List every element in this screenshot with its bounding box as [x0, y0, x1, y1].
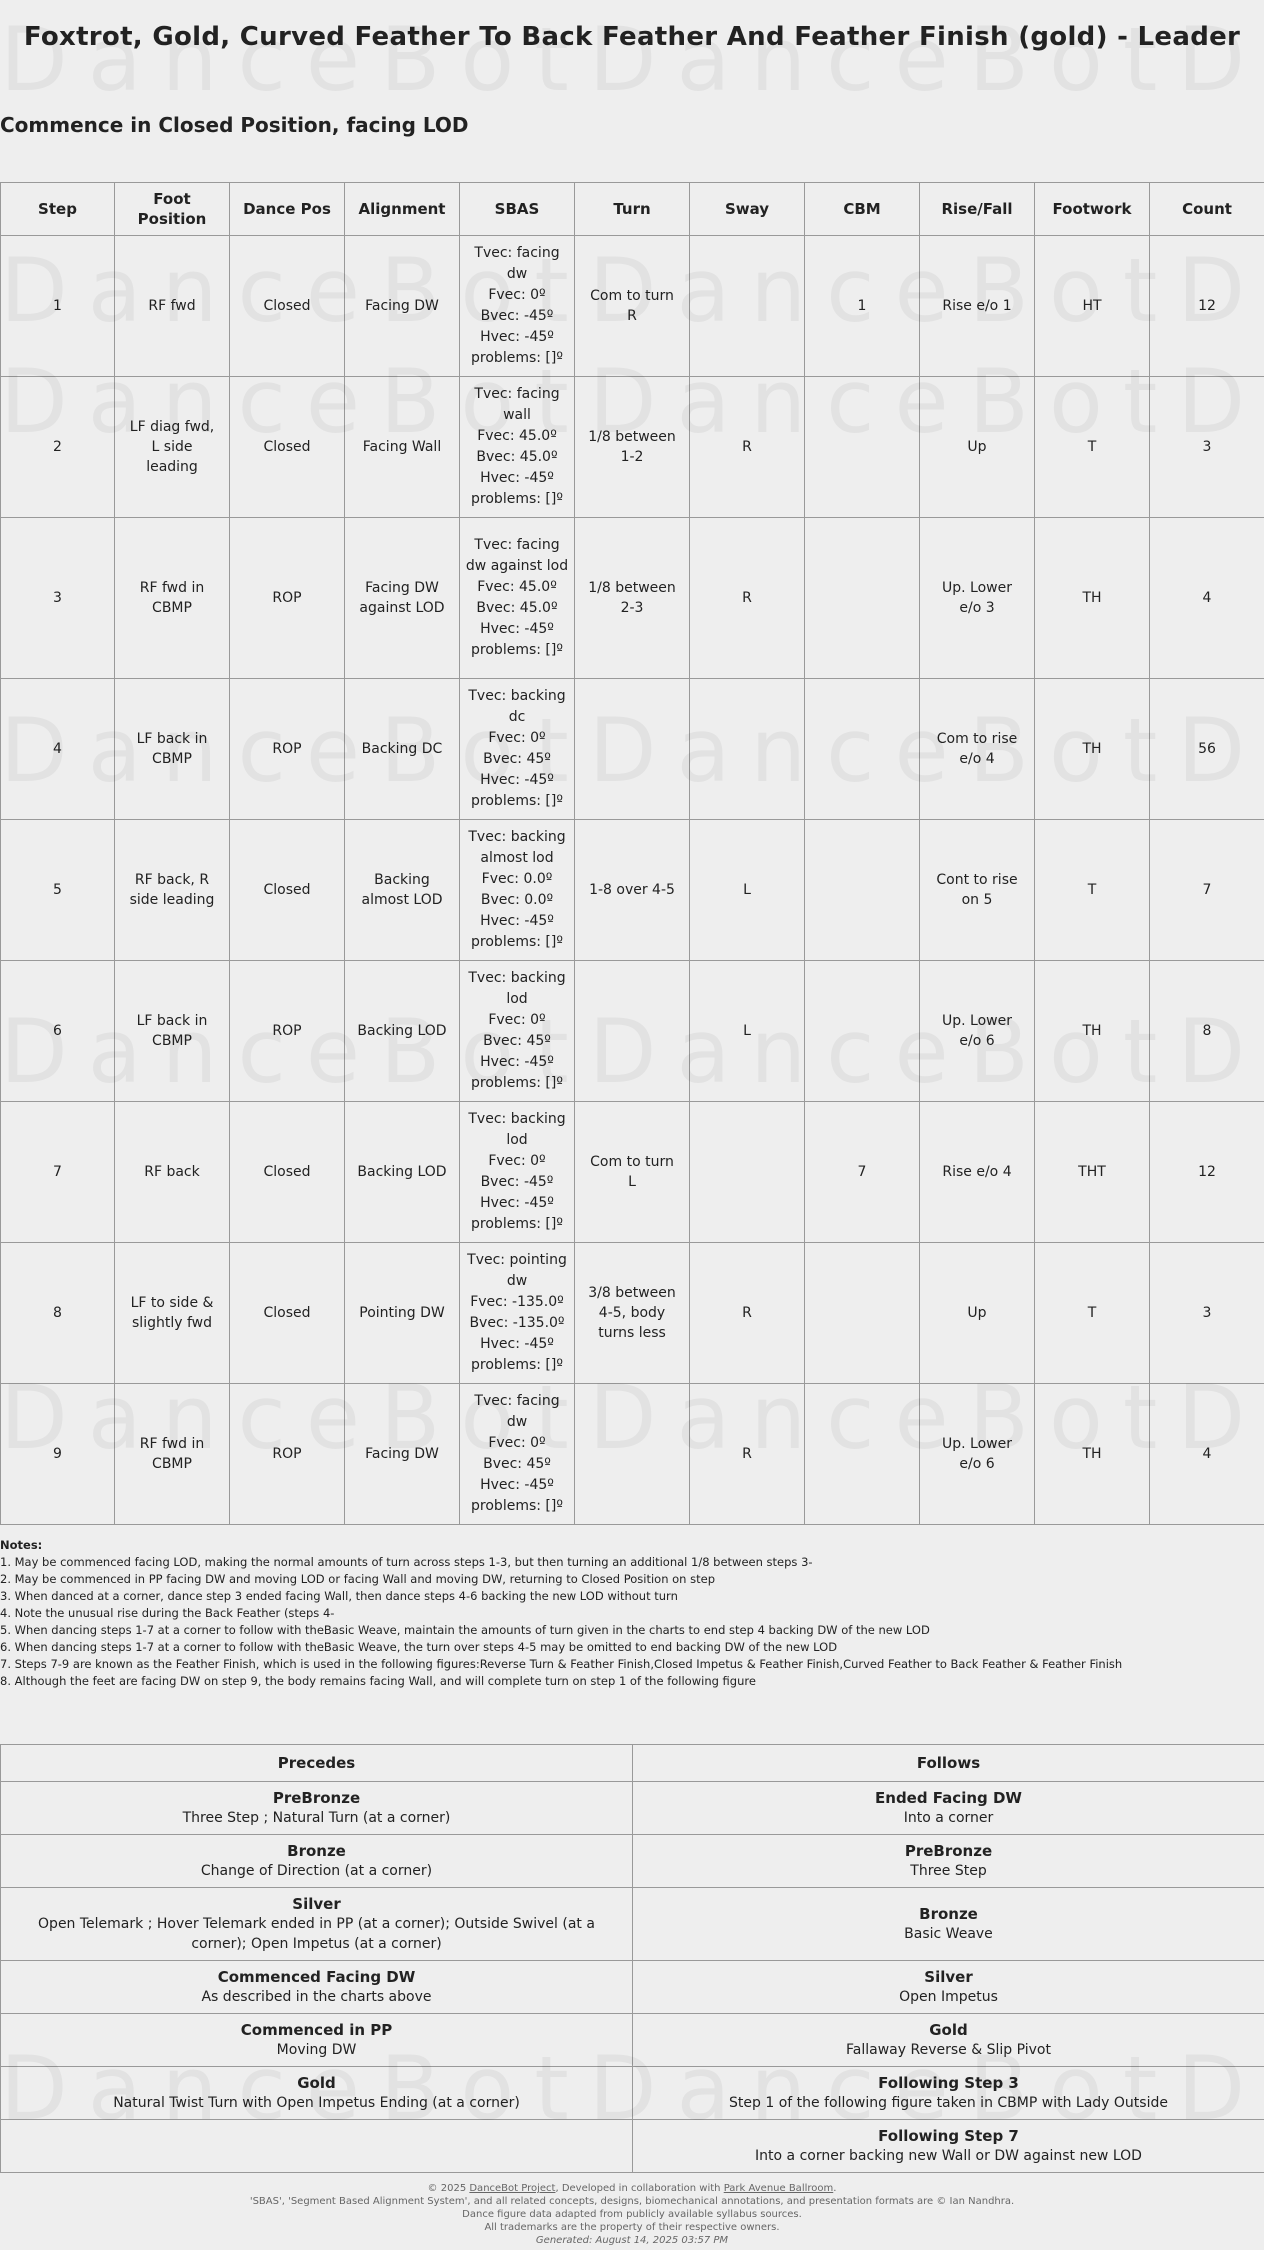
- cell-rise-fall: Rise e/o 4: [920, 1102, 1035, 1243]
- sbas-tvec: Tvec: backing lod: [468, 970, 566, 1007]
- cell-turn: [575, 1384, 690, 1525]
- precedes-figures: Moving DW: [276, 2042, 357, 2058]
- sbas-problems: problems: []º: [471, 1498, 563, 1514]
- precedes-cell: [1, 2120, 633, 2173]
- cell-sbas: [460, 820, 575, 961]
- cell-foot-position: RF fwd in CBMP: [115, 1384, 230, 1525]
- cell-footwork: TH: [1035, 518, 1150, 679]
- cell-dance-pos: ROP: [230, 518, 345, 679]
- col-header-count: Count: [1150, 183, 1264, 236]
- footer-source-notice: Dance figure data adapted from publicly available syllabus sources.: [462, 2209, 802, 2220]
- cell-step: 3: [1, 518, 115, 679]
- precedes-level: Gold: [297, 2074, 336, 2092]
- cell-sbas: [460, 961, 575, 1102]
- col-header-foot-position: Foot Position: [115, 183, 230, 236]
- sbas-hvec: Hvec: -45º: [480, 470, 554, 486]
- sbas-hvec: Hvec: -45º: [480, 329, 554, 345]
- sbas-fvec: Fvec: 0º: [488, 730, 546, 746]
- note-item: 2. May be commenced in PP facing DW and moving LOD or facing Wall and moving DW, returning to Closed Position on step: [0, 1572, 715, 1586]
- cell-sway: L: [690, 820, 805, 961]
- table-row: [1, 518, 1264, 679]
- follows-cell: [633, 1888, 1264, 1961]
- follows-cell: [633, 1961, 1264, 2014]
- cell-rise-fall: Rise e/o 1: [920, 236, 1035, 377]
- precedes-follows-table: [0, 1744, 1264, 2173]
- sbas-hvec: Hvec: -45º: [480, 1477, 554, 1493]
- cell-step: 5: [1, 820, 115, 961]
- precedes-cell: [1, 1782, 633, 1835]
- sbas-bvec: Bvec: -45º: [480, 308, 554, 324]
- cell-dance-pos: Closed: [230, 1102, 345, 1243]
- sbas-bvec: Bvec: 0.0º: [480, 892, 554, 908]
- sbas-bvec: Bvec: 45º: [483, 751, 551, 767]
- sbas-bvec: Bvec: 45.0º: [476, 600, 558, 616]
- steps-header-row: [1, 183, 1264, 236]
- follows-level: Gold: [929, 2021, 968, 2039]
- precedes-cell: [1, 1961, 633, 2014]
- sbas-hvec: Hvec: -45º: [480, 1336, 554, 1352]
- follows-level: Following Step 7: [878, 2127, 1019, 2145]
- cell-rise-fall: Up. Lower e/o 6: [920, 961, 1035, 1102]
- cell-sway: R: [690, 377, 805, 518]
- sbas-tvec: Tvec: facing dw: [474, 1393, 560, 1430]
- cell-count: 56: [1150, 679, 1264, 820]
- table-row: [1, 377, 1264, 518]
- follows-cell: [633, 1782, 1264, 1835]
- cell-cbm: 7: [805, 1102, 920, 1243]
- cell-sway: [690, 1102, 805, 1243]
- precedes-cell: [1, 2067, 633, 2120]
- follows-cell: [633, 2120, 1264, 2173]
- sbas-problems: problems: []º: [471, 1357, 563, 1373]
- table-row: [1, 1888, 1264, 1961]
- cell-sway: [690, 236, 805, 377]
- cell-turn: 3/8 between 4-5, body turns less: [575, 1243, 690, 1384]
- cell-turn: 1/8 between 2-3: [575, 518, 690, 679]
- follows-header: Follows: [633, 1745, 1264, 1782]
- sbas-problems: problems: []º: [471, 1216, 563, 1232]
- table-row: [1, 1782, 1264, 1835]
- cell-count: 3: [1150, 377, 1264, 518]
- cell-footwork: T: [1035, 377, 1150, 518]
- precedes-level: Silver: [292, 1895, 341, 1913]
- sbas-tvec: Tvec: backing almost lod: [468, 829, 566, 866]
- cell-rise-fall: Up: [920, 1243, 1035, 1384]
- sbas-problems: problems: []º: [471, 642, 563, 658]
- col-header-footwork: Footwork: [1035, 183, 1150, 236]
- dancebot-project-link[interactable]: DanceBot Project: [469, 2183, 556, 2194]
- sbas-tvec: Tvec: pointing dw: [467, 1252, 567, 1289]
- cell-alignment: Backing almost LOD: [345, 820, 460, 961]
- follows-figures: Step 1 of the following figure taken in CBMP with Lady Outside: [729, 2095, 1168, 2111]
- sbas-problems: problems: []º: [471, 793, 563, 809]
- note-item: 6. When dancing steps 1-7 at a corner to follow with theBasic Weave, the turn over steps 4-5 may be omitted to end backing DW of the new LOD: [0, 1640, 838, 1654]
- cell-sbas: [460, 236, 575, 377]
- sbas-fvec: Fvec: 0.0º: [481, 871, 553, 887]
- cell-alignment: Backing LOD: [345, 961, 460, 1102]
- sbas-hvec: Hvec: -45º: [480, 621, 554, 637]
- col-header-sway: Sway: [690, 183, 805, 236]
- cell-sway: R: [690, 1243, 805, 1384]
- sbas-bvec: Bvec: 45.0º: [476, 449, 558, 465]
- precedes-cell: [1, 2014, 633, 2067]
- col-header-alignment: Alignment: [345, 183, 460, 236]
- cell-dance-pos: ROP: [230, 679, 345, 820]
- cell-foot-position: RF back: [115, 1102, 230, 1243]
- cell-rise-fall: Cont to rise on 5: [920, 820, 1035, 961]
- cell-alignment: Facing DW: [345, 236, 460, 377]
- table-row: [1, 2067, 1264, 2120]
- copyright-prefix: © 2025: [427, 2183, 470, 2194]
- table-row: [1, 1102, 1264, 1243]
- cell-cbm: 1: [805, 236, 920, 377]
- precedes-level: PreBronze: [272, 1789, 361, 1807]
- cell-alignment: Backing LOD: [345, 1102, 460, 1243]
- cell-rise-fall: Up. Lower e/o 6: [920, 1384, 1035, 1525]
- sbas-tvec: Tvec: facing dw: [474, 245, 560, 282]
- footer-generated: Generated: August 14, 2025 03:57 PM: [535, 2235, 729, 2246]
- commence-heading: Commence in Closed Position, facing LOD: [0, 113, 469, 137]
- cell-footwork: TH: [1035, 1384, 1150, 1525]
- follows-level: PreBronze: [904, 1842, 993, 1860]
- cell-dance-pos: Closed: [230, 236, 345, 377]
- cell-foot-position: LF diag fwd, L side leading: [115, 377, 230, 518]
- cell-foot-position: LF to side & slightly fwd: [115, 1243, 230, 1384]
- table-row: [1, 2120, 1264, 2173]
- cell-dance-pos: Closed: [230, 1243, 345, 1384]
- cell-cbm: [805, 377, 920, 518]
- cell-footwork: HT: [1035, 236, 1150, 377]
- col-header-rise-fall: Rise/Fall: [920, 183, 1035, 236]
- sbas-problems: problems: []º: [471, 350, 563, 366]
- cell-sbas: [460, 518, 575, 679]
- cell-turn: Com to turn R: [575, 236, 690, 377]
- sbas-fvec: Fvec: 45.0º: [477, 428, 557, 444]
- cell-dance-pos: ROP: [230, 961, 345, 1102]
- precedes-level: Commenced Facing DW: [217, 1968, 416, 1986]
- table-row: [1, 236, 1264, 377]
- follows-figures: Open Impetus: [899, 1989, 998, 2005]
- cell-alignment: Facing DW against LOD: [345, 518, 460, 679]
- follows-figures: Fallaway Reverse & Slip Pivot: [846, 2042, 1051, 2058]
- cell-dance-pos: Closed: [230, 820, 345, 961]
- table-row: [1, 1961, 1264, 2014]
- table-row: [1, 679, 1264, 820]
- table-row: [1, 2014, 1264, 2067]
- cell-footwork: T: [1035, 1243, 1150, 1384]
- precedes-level: Bronze: [287, 1842, 346, 1860]
- col-header-step: Step: [1, 183, 115, 236]
- follows-figures: Into a corner: [903, 1810, 994, 1826]
- cell-foot-position: RF fwd in CBMP: [115, 518, 230, 679]
- sbas-fvec: Fvec: 0º: [488, 1435, 546, 1451]
- cell-step: 4: [1, 679, 115, 820]
- table-row: [1, 1384, 1264, 1525]
- cell-sbas: [460, 1243, 575, 1384]
- sbas-problems: problems: []º: [471, 934, 563, 950]
- pf-header-row: [1, 1745, 1264, 1782]
- sbas-hvec: Hvec: -45º: [480, 772, 554, 788]
- note-item: 8. Although the feet are facing DW on step 9, the body remains facing Wall, and will complete turn on step 1 of the following figure: [0, 1674, 756, 1688]
- notes-title: Notes:: [0, 1538, 43, 1552]
- cell-footwork: THT: [1035, 1102, 1150, 1243]
- sbas-fvec: Fvec: -135.0º: [470, 1294, 564, 1310]
- cell-sway: R: [690, 1384, 805, 1525]
- cell-foot-position: LF back in CBMP: [115, 679, 230, 820]
- precedes-figures: Natural Twist Turn with Open Impetus Ending (at a corner): [113, 2095, 520, 2111]
- cell-cbm: [805, 820, 920, 961]
- cell-count: 4: [1150, 1384, 1264, 1525]
- table-row: [1, 961, 1264, 1102]
- sbas-hvec: Hvec: -45º: [480, 913, 554, 929]
- cell-foot-position: LF back in CBMP: [115, 961, 230, 1102]
- cell-sbas: [460, 1384, 575, 1525]
- cell-dance-pos: ROP: [230, 1384, 345, 1525]
- sbas-hvec: Hvec: -45º: [480, 1195, 554, 1211]
- collab-end: .: [833, 2183, 837, 2194]
- cell-count: 8: [1150, 961, 1264, 1102]
- cell-step: 1: [1, 236, 115, 377]
- follows-figures: Into a corner backing new Wall or DW against new LOD: [755, 2148, 1142, 2164]
- cell-alignment: Facing Wall: [345, 377, 460, 518]
- cell-count: 12: [1150, 1102, 1264, 1243]
- cell-turn: 1/8 between 1-2: [575, 377, 690, 518]
- col-header-dance-pos: Dance Pos: [230, 183, 345, 236]
- precedes-figures: Three Step ; Natural Turn (at a corner): [182, 1810, 451, 1826]
- cell-turn: [575, 961, 690, 1102]
- cell-foot-position: RF fwd: [115, 236, 230, 377]
- notes-section: [0, 1537, 1122, 1690]
- cell-rise-fall: Com to rise e/o 4: [920, 679, 1035, 820]
- cell-rise-fall: Up: [920, 377, 1035, 518]
- precedes-level: Commenced in PP: [240, 2021, 393, 2039]
- sbas-fvec: Fvec: 0º: [488, 1012, 546, 1028]
- sbas-bvec: Bvec: -135.0º: [469, 1315, 565, 1331]
- steps-table: [0, 182, 1264, 1525]
- sbas-bvec: Bvec: 45º: [483, 1033, 551, 1049]
- cell-sbas: [460, 1102, 575, 1243]
- page-title: Foxtrot, Gold, Curved Feather To Back Feather And Feather Finish (gold) - Leader: [23, 22, 1241, 52]
- cell-rise-fall: Up. Lower e/o 3: [920, 518, 1035, 679]
- cell-step: 7: [1, 1102, 115, 1243]
- cell-turn: Com to turn L: [575, 1102, 690, 1243]
- cell-cbm: [805, 961, 920, 1102]
- cell-count: 4: [1150, 518, 1264, 679]
- cell-turn: 1-8 over 4-5: [575, 820, 690, 961]
- sbas-tvec: Tvec: backing lod: [468, 1111, 566, 1148]
- follows-level: Ended Facing DW: [875, 1789, 1022, 1807]
- park-avenue-ballroom-link[interactable]: Park Avenue Ballroom: [723, 2183, 834, 2194]
- cell-count: 7: [1150, 820, 1264, 961]
- cell-step: 2: [1, 377, 115, 518]
- col-header-cbm: CBM: [805, 183, 920, 236]
- table-row: [1, 1835, 1264, 1888]
- cell-alignment: Facing DW: [345, 1384, 460, 1525]
- cell-step: 9: [1, 1384, 115, 1525]
- sbas-tvec: Tvec: facing wall: [474, 386, 560, 423]
- note-item: 3. When danced at a corner, dance step 3 ended facing Wall, then dance steps 4-6 backing the new LOD without turn: [0, 1589, 678, 1603]
- cell-footwork: TH: [1035, 961, 1150, 1102]
- cell-sway: R: [690, 518, 805, 679]
- sbas-tvec: Tvec: backing dc: [468, 688, 566, 725]
- cell-cbm: [805, 1243, 920, 1384]
- cell-sbas: [460, 679, 575, 820]
- sbas-problems: problems: []º: [471, 1075, 563, 1091]
- cell-alignment: Pointing DW: [345, 1243, 460, 1384]
- cell-cbm: [805, 679, 920, 820]
- cell-step: 8: [1, 1243, 115, 1384]
- follows-cell: [633, 1835, 1264, 1888]
- col-header-turn: Turn: [575, 183, 690, 236]
- follows-figures: Basic Weave: [904, 1926, 993, 1942]
- footer-sbas-notice: 'SBAS', 'Segment Based Alignment System', and all related concepts, designs, biomechanical annotations, and presentation formats are © Ian Nandhra.: [249, 2196, 1015, 2207]
- sbas-bvec: Bvec: -45º: [480, 1174, 554, 1190]
- follows-cell: [633, 2067, 1264, 2120]
- cell-cbm: [805, 518, 920, 679]
- follows-level: Silver: [924, 1968, 973, 1986]
- precedes-header: Precedes: [1, 1745, 633, 1782]
- cell-foot-position: RF back, R side leading: [115, 820, 230, 961]
- note-item: 5. When dancing steps 1-7 at a corner to follow with theBasic Weave, maintain the amounts of turn given in the charts to end step 4 backing DW of the new LOD: [0, 1623, 930, 1637]
- note-item: 7. Steps 7-9 are known as the Feather Finish, which is used in the following figures:Reverse Turn & Feather Finish,Closed Impetus & Feather Finish,Curved Feather to Back Feather & Feather Finish: [0, 1657, 1123, 1671]
- follows-level: Bronze: [919, 1905, 978, 1923]
- col-header-sbas: SBAS: [460, 183, 575, 236]
- follows-level: Following Step 3: [878, 2074, 1019, 2092]
- footer: [0, 2182, 1264, 2247]
- sbas-fvec: Fvec: 45.0º: [477, 579, 557, 595]
- cell-sway: L: [690, 961, 805, 1102]
- cell-cbm: [805, 1384, 920, 1525]
- cell-sbas: [460, 377, 575, 518]
- cell-footwork: T: [1035, 820, 1150, 961]
- precedes-figures: As described in the charts above: [201, 1989, 432, 2005]
- cell-alignment: Backing DC: [345, 679, 460, 820]
- sbas-tvec: Tvec: facing dw against lod: [465, 537, 569, 574]
- cell-count: 12: [1150, 236, 1264, 377]
- cell-step: 6: [1, 961, 115, 1102]
- cell-footwork: TH: [1035, 679, 1150, 820]
- collab-text: , Developed in collaboration with: [555, 2183, 724, 2194]
- sbas-hvec: Hvec: -45º: [480, 1054, 554, 1070]
- footer-copyright: [0, 2182, 1264, 2195]
- sbas-problems: problems: []º: [471, 491, 563, 507]
- table-row: [1, 1243, 1264, 1384]
- cell-sway: [690, 679, 805, 820]
- table-row: [1, 820, 1264, 961]
- follows-cell: [633, 2014, 1264, 2067]
- precedes-figures: Change of Direction (at a corner): [200, 1863, 433, 1879]
- sbas-fvec: Fvec: 0º: [488, 1153, 546, 1169]
- note-item: 4. Note the unusual rise during the Back Feather (steps 4-: [0, 1606, 335, 1620]
- cell-turn: [575, 679, 690, 820]
- precedes-cell: [1, 1835, 633, 1888]
- follows-figures: Three Step: [910, 1863, 987, 1879]
- footer-trademark-notice: All trademarks are the property of their respective owners.: [484, 2222, 780, 2233]
- sbas-fvec: Fvec: 0º: [488, 287, 546, 303]
- note-item: 1. May be commenced facing LOD, making the normal amounts of turn across steps 1-3, but then turning an additional 1/8 between steps 3-: [0, 1555, 813, 1569]
- precedes-figures: Open Telemark ; Hover Telemark ended in PP (at a corner); Outside Swivel (at a corner); Open Impetus (at a corner): [38, 1916, 595, 1952]
- sbas-bvec: Bvec: 45º: [483, 1456, 551, 1472]
- precedes-cell: [1, 1888, 633, 1961]
- cell-dance-pos: Closed: [230, 377, 345, 518]
- cell-count: 3: [1150, 1243, 1264, 1384]
